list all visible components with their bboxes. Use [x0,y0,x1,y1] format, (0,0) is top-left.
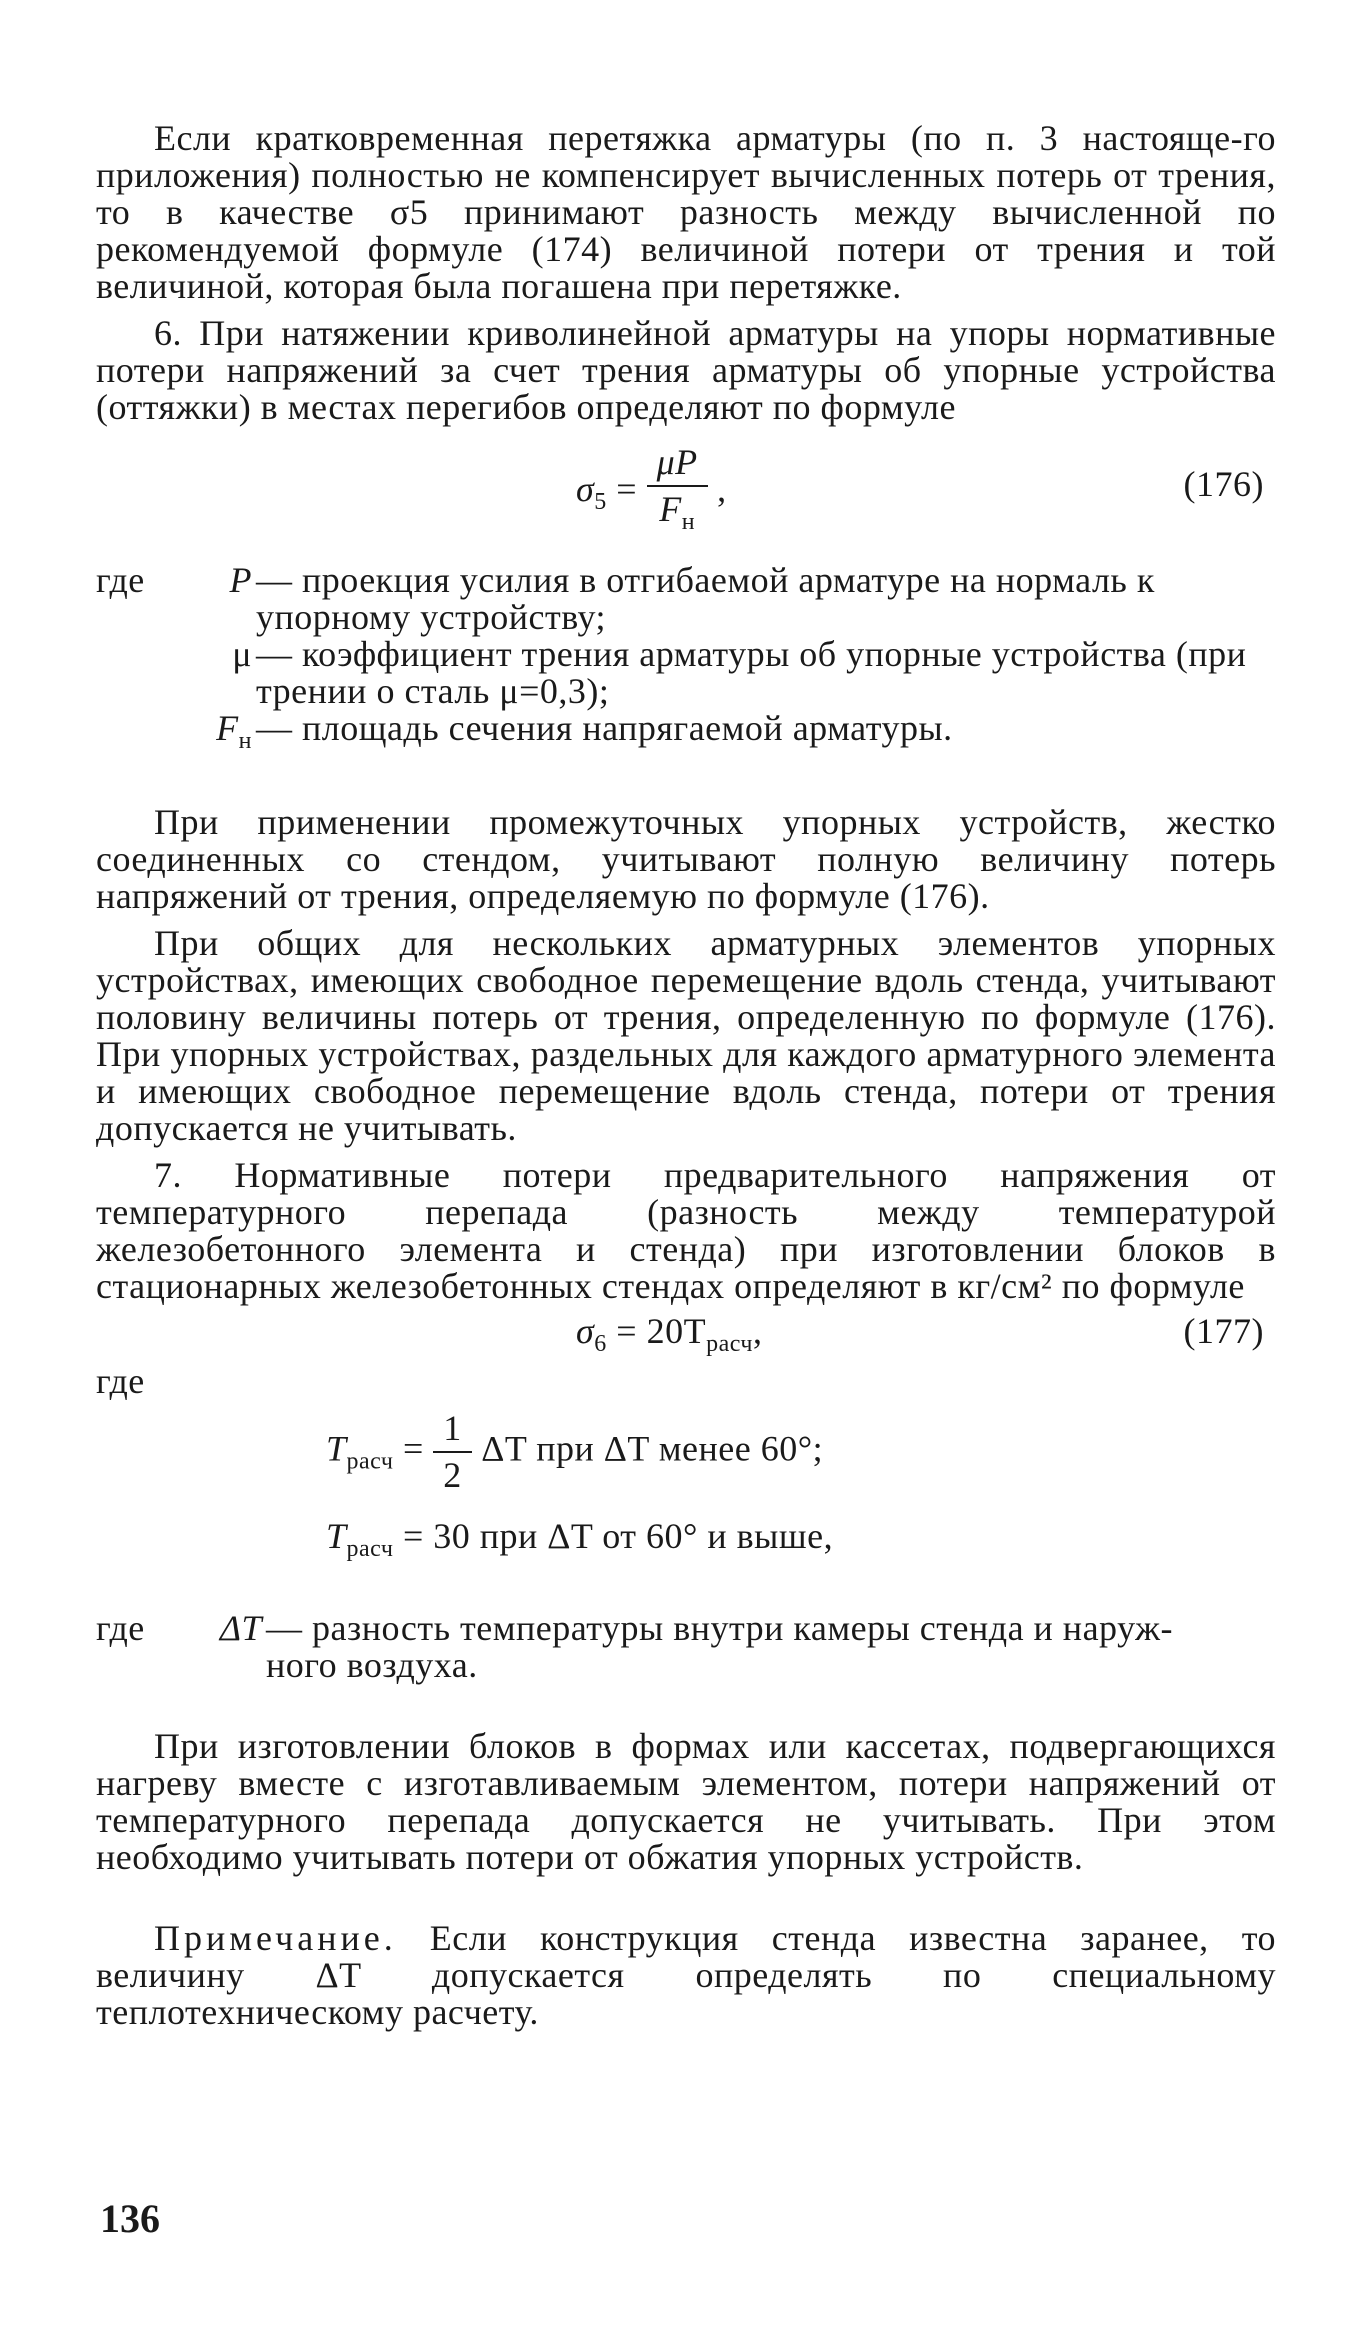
tcalc-formula-1 [96,1400,1276,1500]
tcalc-1-fraction [433,1410,472,1494]
formula-177-rhs: = 20T [616,1311,707,1352]
tcalc-formula-2 [96,1514,1276,1566]
definition-symbol: μ [232,634,252,674]
formula-177-expression [576,1313,762,1363]
definition-row [96,710,1276,760]
formula-177-rhs-sub: расч [706,1331,753,1358]
definition-row [96,636,1276,673]
definitions-177 [96,1610,1276,1684]
tcalc-1-denominator: 2 [443,1455,462,1496]
tcalc-2-lhs-sub: расч [346,1536,394,1563]
paragraph-5: 7. Нормативные потери предварительного напряжения от температурного перепада (разность между температурой железобетонного элемента и стенда) при изготовлении блоков в стационарных железобетонных стендах определяют в кг/см² по формуле [96,1155,1276,1307]
note-label: Примечание. [154,1918,397,1959]
definition-row [96,562,1276,599]
tcalc-1-equals: = [402,1428,424,1469]
formula-176-numerator: μP [647,444,708,487]
where-label: где [96,1361,145,1402]
definitions-lead: где [96,560,145,600]
definition-continuation: трении о сталь μ=0,3); [256,671,610,711]
formula-176-expression [576,444,727,541]
formula-177-lhs-sub: 6 [594,1331,607,1358]
definition-continuation: упорному устройству; [256,597,607,637]
note-paragraph [96,1920,1276,2031]
definitions-176 [96,562,1276,760]
formula-176-lhs: σ [576,468,595,509]
definition-text: — площадь сечения напрягаемой арматуры. [256,708,953,748]
definition-text: — коэффициент трения арматуры об упорные устройства (при [256,634,1247,674]
formula-176 [96,426,1276,546]
formula-177-lhs: σ [576,1311,595,1352]
definitions-lead: где [96,1608,145,1649]
formula-177 [96,1305,1276,1357]
note-text: Если конструкция стенда известна заранее, то величину ΔT допускается определять по специальному теплотехническому расчету. [96,1918,1276,2033]
page-number: 136 [100,2196,160,2241]
formula-176-fraction [647,444,708,541]
tcalc-2-expression [326,1518,833,1568]
definition-symbol-sub: н [238,728,252,755]
formula-176-number: (176) [1183,464,1264,504]
paragraph-6: При изготовлении блоков в формах или кассетах, подвергающихся нагреву вместе с изготавливаемым элементом, потери напряжений от температурного перепада допускается не учитывать. При этом необходимо учитывать потери от обжатия упорных устройств. [96,1726,1276,1878]
tcalc-1-lhs: T [326,1428,347,1469]
tcalc-2-lhs: T [326,1516,347,1557]
definition-symbol: P [229,560,252,600]
paragraph-4: При общих для нескольких арматурных элементов упорных устройствах, имеющих свободное перемещение вдоль стенда, учитывают половину величины потерь от трения, определенную по формуле (176). При упорных устройствах, раздельных для каждого арматурного элемента и имеющих свободное перемещение вдоль стенда, потери от трения допускается не учитывать. [96,923,1276,1149]
definition-symbol: F [216,708,239,748]
definition-text: — проекция усилия в отгибаемой арматуре на нормаль к [256,560,1155,600]
definition-row [96,1610,1276,1647]
formula-176-denominator-sub: н [681,509,696,536]
paragraph-1: Если кратковременная перетяжка арматуры (по п. 3 настояще-го приложения) полностью не компенсирует вычисленных потерь от трения, то в качестве σ5 принимают разность между вычисленной по рекомендуемой формуле (174) величиной потери от трения и той величиной, которая была погашена при перетяжке. [96,118,1276,306]
page-body [96,120,1276,2031]
tcalc-1-expression [326,1410,823,1494]
paragraph-3: При применении промежуточных упорных устройств, жестко соединенных со стендом, учитывают полную величину потерь напряжений от трения, определяемую по формуле (176). [96,802,1276,917]
formula-177-number: (177) [1183,1311,1264,1352]
tcalc-1-rest: ΔT при ΔT менее 60°; [481,1428,824,1469]
formula-176-denominator: F [659,489,682,529]
tcalc-1-lhs-sub: расч [346,1448,394,1475]
paragraph-2: 6. При натяжении криволинейной арматуры на упоры нормативные потери напряжений за счет трения арматуры об упорные устройства (оттяжки) в местах перегибов определяют по формуле [96,313,1276,427]
formula-176-lhs-sub: 5 [594,489,607,516]
definition-text: — разность температуры внутри камеры стенда и наруж- [266,1608,1173,1649]
formula-176-comma: , [717,468,727,509]
tcalc-2-rest: = 30 при ΔT от 60° и выше, [402,1516,834,1557]
tcalc-1-numerator: 1 [433,1410,472,1453]
formula-177-comma: , [752,1311,763,1352]
definition-symbol: ΔT [219,1608,262,1649]
definition-continuation: ного воздуха. [266,1645,478,1686]
formula-176-equals: = [616,468,638,509]
